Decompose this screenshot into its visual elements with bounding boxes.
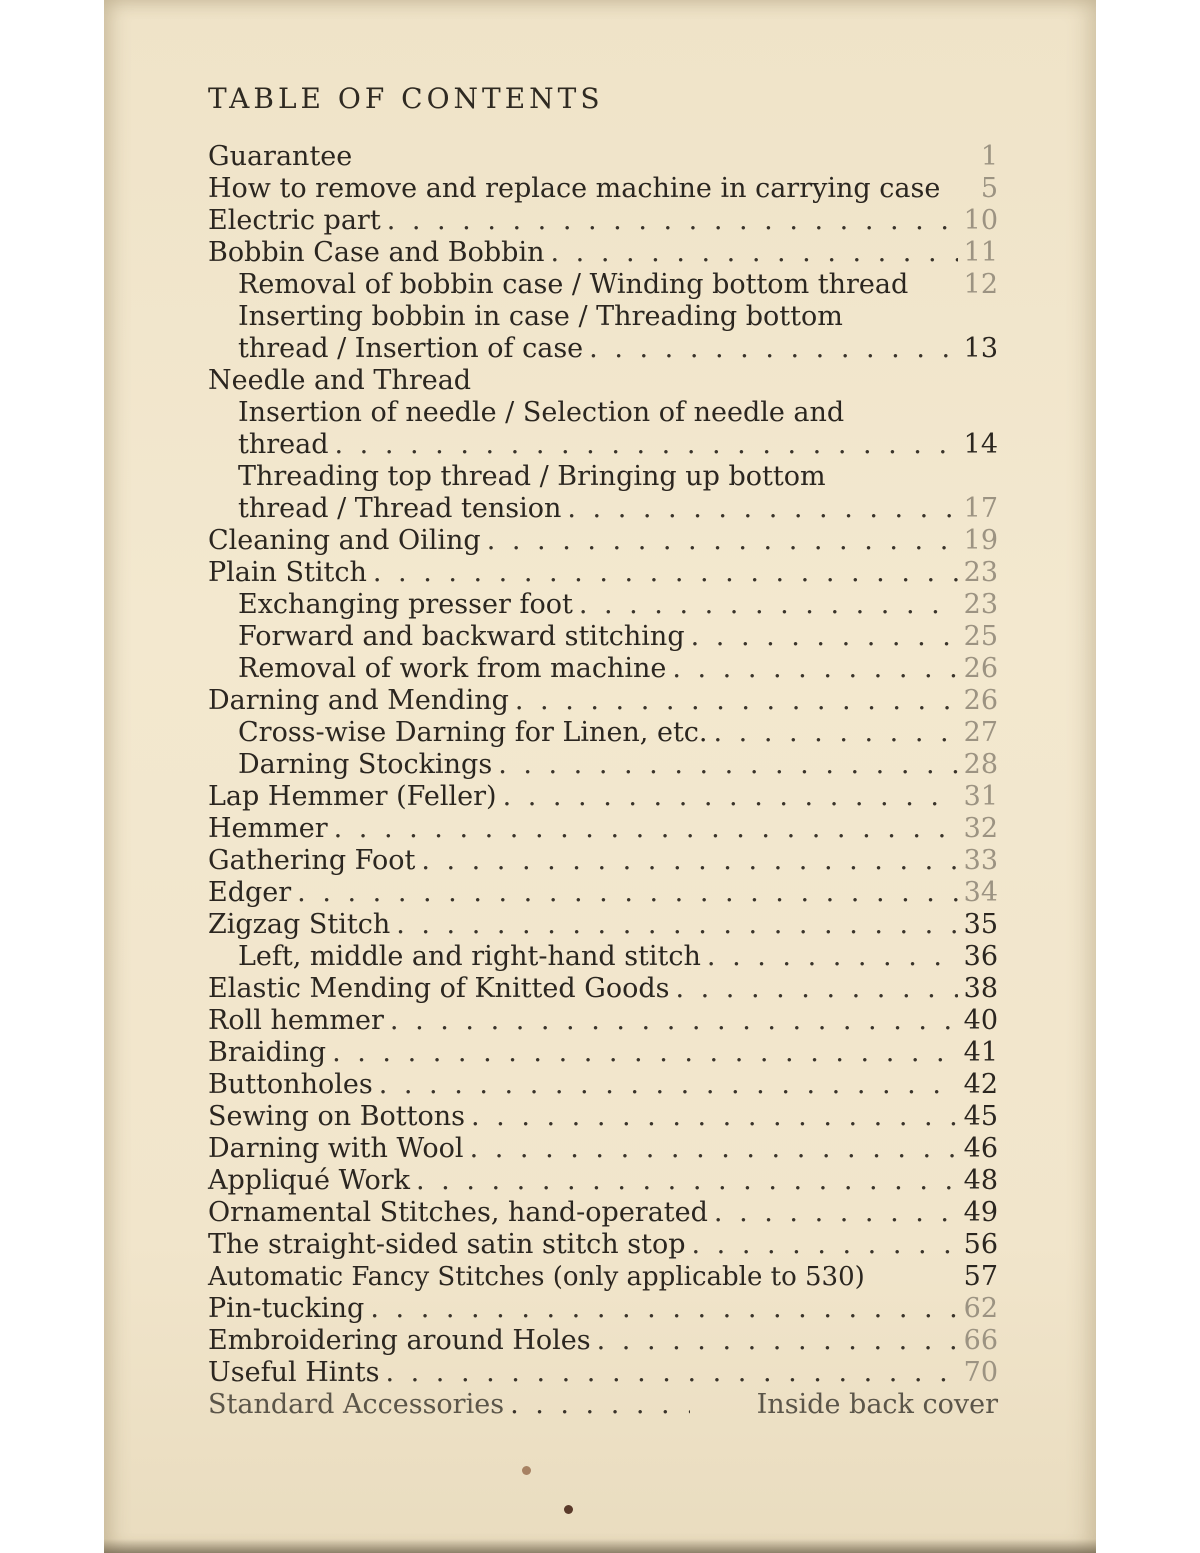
toc-entry	[208, 781, 998, 813]
toc-entry-label: Buttonholes	[208, 1069, 373, 1100]
toc-entry-label: Forward and backward stitching	[238, 621, 685, 652]
toc-entry-page: 34	[963, 877, 998, 908]
toc-entry-label: Ornamental Stitches, hand-operated	[208, 1197, 708, 1228]
toc-entry-label: thread	[238, 429, 329, 460]
toc-entry	[208, 269, 998, 301]
toc-entry-label: Edger	[208, 877, 292, 908]
dot-leader	[416, 1165, 958, 1197]
toc-entry	[208, 333, 998, 365]
toc-entry	[208, 813, 998, 845]
toc-entry-page: 57	[963, 1261, 998, 1292]
toc-entry-page: 10	[963, 205, 998, 236]
toc-entry	[208, 397, 998, 429]
toc-entry-page: 45	[963, 1101, 998, 1132]
toc-entry	[208, 1069, 998, 1101]
toc-entry	[208, 1133, 998, 1165]
dot-leader	[373, 557, 958, 589]
toc-entry-label: Guarantee	[208, 141, 353, 172]
toc-entry	[208, 941, 998, 973]
toc-entry	[208, 1037, 998, 1069]
toc-entry-page: Inside back cover	[756, 1389, 998, 1420]
toc-entry-label: Lap Hemmer (Feller)	[208, 781, 497, 812]
toc-entry	[208, 493, 998, 525]
dot-leader	[589, 333, 957, 365]
toc-entry	[208, 685, 998, 717]
toc-entry	[208, 461, 998, 493]
dot-leader	[385, 1357, 957, 1389]
dot-leader	[390, 1005, 958, 1037]
dot-leader	[334, 813, 958, 845]
toc-entry-label: Appliqué Work	[208, 1165, 411, 1196]
ink-spot	[522, 1466, 531, 1475]
toc-entry-label: Darning and Mending	[208, 685, 509, 716]
toc-entry-page: 27	[963, 717, 998, 748]
toc-entry-page: 13	[963, 333, 998, 364]
document-page	[104, 0, 1096, 1553]
dot-leader	[396, 909, 957, 941]
toc-entry-label: Cleaning and Oiling	[208, 525, 481, 556]
toc-entry	[208, 589, 998, 621]
toc-entry-page: 66	[963, 1325, 998, 1356]
dot-leader	[714, 717, 958, 749]
toc-entry	[208, 141, 998, 173]
toc-entry-label: Removal of bobbin case / Winding bottom thread	[238, 269, 909, 300]
toc-entry-page: 32	[963, 813, 998, 844]
toc-entry-page: 23	[963, 589, 998, 620]
toc-entry-label: Needle and Thread	[208, 365, 472, 396]
toc-entry	[208, 909, 998, 941]
toc-entry-label: Pin-tucking	[208, 1293, 365, 1324]
dot-leader	[370, 1293, 957, 1325]
toc-entry	[208, 845, 998, 877]
dot-leader	[672, 653, 957, 685]
toc-entry-page: 40	[963, 1005, 998, 1036]
toc-entry	[208, 1357, 998, 1389]
dot-leader	[421, 845, 957, 877]
dot-leader	[567, 493, 957, 525]
dot-leader	[332, 1037, 958, 1069]
toc-entry	[208, 717, 998, 749]
toc-entry	[208, 1197, 998, 1229]
toc-entry-page: 33	[963, 845, 998, 876]
toc-entry	[208, 749, 998, 781]
toc-entry-page: 35	[963, 909, 998, 940]
toc-entry-page: 28	[963, 749, 998, 780]
toc-entry	[208, 301, 998, 333]
toc-entry	[208, 1101, 998, 1133]
toc-entry-label: Sewing on Bottons	[208, 1101, 466, 1132]
toc-entry-page: 11	[963, 237, 998, 268]
dot-leader	[692, 1229, 958, 1261]
toc-entry	[208, 1389, 998, 1421]
toc-entry-label: Hemmer	[208, 813, 328, 844]
toc-entry-page: 19	[963, 525, 998, 556]
toc-entry	[208, 653, 998, 685]
toc-entry	[208, 365, 998, 397]
dot-leader	[503, 781, 958, 813]
dot-leader	[387, 205, 958, 237]
toc-entry-label: Standard Accessories	[208, 1389, 505, 1420]
dot-leader	[551, 237, 958, 269]
ink-spot	[564, 1505, 573, 1514]
toc-entry-page: 17	[963, 493, 998, 524]
toc-entry-page: 41	[963, 1037, 998, 1068]
toc-entry-label: Darning with Wool	[208, 1133, 464, 1164]
toc-entry	[208, 973, 998, 1005]
toc-entry-label: Left, middle and right-hand stitch	[238, 941, 701, 972]
toc-entry-page: 42	[963, 1069, 998, 1100]
toc-entry-page: 26	[963, 685, 998, 716]
toc-entry-label: How to remove and replace machine in carrying case	[208, 173, 941, 204]
toc-entry-label: Useful Hints	[208, 1357, 380, 1388]
dot-leader	[691, 621, 958, 653]
toc-entry-label: Embroidering around Holes	[208, 1325, 591, 1356]
toc-entry-label: thread / Thread tension	[238, 493, 562, 524]
dot-leader	[707, 941, 958, 973]
toc-entry	[208, 1229, 998, 1261]
toc-entry	[208, 1293, 998, 1325]
toc-entry-page: 31	[963, 781, 998, 812]
dot-leader	[471, 1101, 958, 1133]
toc-entry-page: 23	[963, 557, 998, 588]
toc-entry-page: 36	[963, 941, 998, 972]
toc-entry	[208, 205, 998, 237]
dot-leader	[297, 877, 957, 909]
dot-leader	[597, 1325, 958, 1357]
toc-entry-label: Zigzag Stitch	[208, 909, 391, 940]
toc-entry-label: Inserting bobbin in case / Threading bottom	[238, 301, 843, 332]
toc-entry-label: Automatic Fancy Stitches (only applicable to 530)	[208, 1262, 865, 1292]
table-of-contents	[208, 141, 998, 1421]
toc-entry-label: thread / Insertion of case	[238, 333, 584, 364]
toc-entry-page: 25	[963, 621, 998, 652]
toc-entry-page: 12	[963, 269, 998, 300]
toc-entry-label: Insertion of needle / Selection of needle and	[238, 397, 845, 428]
dot-leader	[498, 749, 957, 781]
toc-entry	[208, 1325, 998, 1357]
dot-leader	[335, 429, 958, 461]
toc-entry-label: Removal of work from machine	[238, 653, 667, 684]
toc-entry-page: 48	[963, 1165, 998, 1196]
toc-entry-page: 46	[963, 1133, 998, 1164]
toc-entry-page: 14	[963, 429, 998, 460]
toc-entry-page: 26	[963, 653, 998, 684]
dot-leader	[579, 589, 958, 621]
dot-leader	[487, 525, 958, 557]
toc-entry	[208, 173, 998, 205]
toc-entry	[208, 877, 998, 909]
toc-entry-label: Exchanging presser foot	[238, 589, 573, 620]
toc-entry-label: Bobbin Case and Bobbin	[208, 237, 545, 268]
toc-entry-label: Braiding	[208, 1037, 327, 1068]
toc-entry-label: Cross-wise Darning for Linen, etc.	[238, 717, 708, 748]
toc-entry-page: 62	[963, 1293, 998, 1324]
dot-leader	[470, 1133, 958, 1165]
toc-entry-label: Plain Stitch	[208, 557, 367, 588]
toc-entry	[208, 1165, 998, 1197]
toc-entry	[208, 525, 998, 557]
toc-entry-label: Gathering Foot	[208, 845, 416, 876]
dot-leader	[379, 1069, 958, 1101]
dot-leader	[675, 973, 957, 1005]
toc-entry-page: 1	[980, 141, 998, 172]
toc-entry-label: Roll hemmer	[208, 1005, 384, 1036]
toc-entry-page: 49	[963, 1197, 998, 1228]
toc-entry-page: 70	[963, 1357, 998, 1388]
toc-entry-page: 56	[963, 1229, 998, 1260]
dot-leader	[714, 1197, 958, 1229]
toc-entry-label: Electric part	[208, 205, 381, 236]
dot-leader	[515, 685, 958, 717]
page-title: TABLE OF CONTENTS	[208, 82, 604, 115]
toc-entry	[208, 557, 998, 589]
toc-entry-page: 38	[963, 973, 998, 1004]
toc-entry	[208, 1005, 998, 1037]
toc-entry	[208, 621, 998, 653]
toc-entry-label: The straight-sided satin stitch stop	[208, 1229, 686, 1260]
toc-entry	[208, 237, 998, 269]
toc-entry-label: Elastic Mending of Knitted Goods	[208, 973, 670, 1004]
toc-entry	[208, 429, 998, 461]
toc-entry-label: Threading top thread / Bringing up bottom	[238, 461, 826, 492]
toc-entry-label: Darning Stockings	[238, 749, 493, 780]
dot-leader	[510, 1389, 690, 1421]
toc-entry-page: 5	[980, 173, 998, 204]
toc-entry	[208, 1261, 998, 1293]
